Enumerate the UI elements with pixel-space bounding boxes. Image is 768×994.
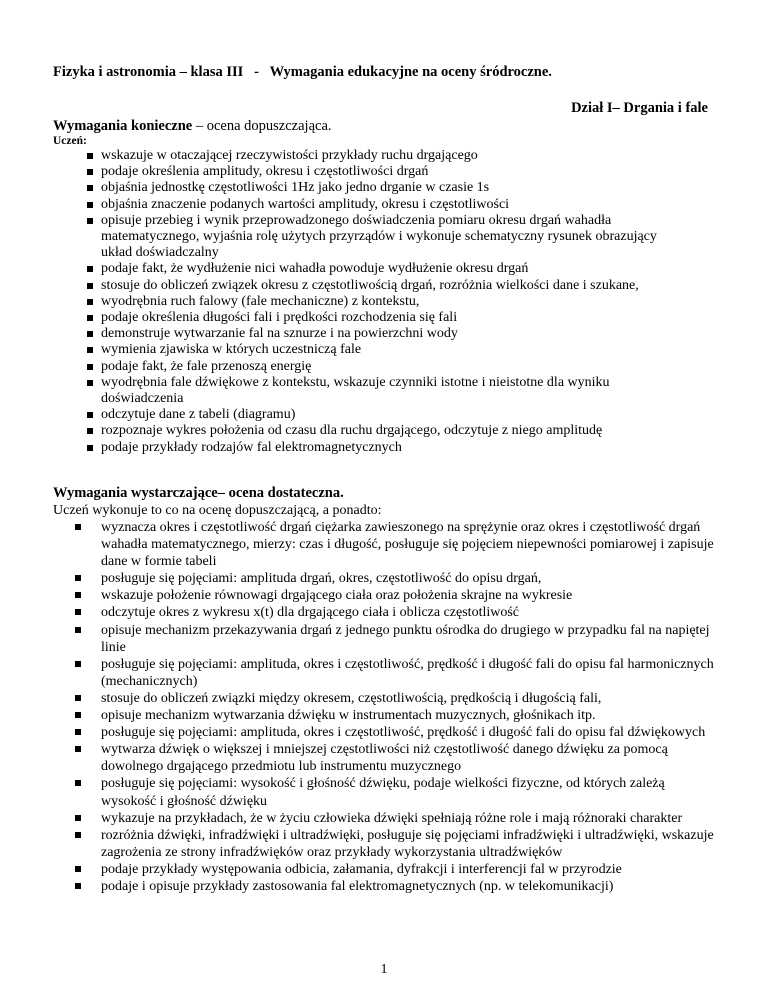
square-bullet-icon [87,169,93,175]
list-item-text: wykazuje na przykładach, że w życiu człowieka dźwięki spełniają różne role i mają różnoraki charakter [101,810,683,826]
list-item-text: podaje i opisuje przykłady zastosowania fal elektromagnetycznych (np. w telekomunikacji) [101,878,614,894]
list-item-text: podaje fakt, że wydłużenie nici wahadła powoduje wydłużenie okresu drgań [101,261,529,277]
square-bullet-icon [75,712,81,718]
square-bullet-icon [87,299,93,305]
list-item-text: wytwarza dźwięk o większej i mniejszej częstotliwości niż częstotliwość danego dźwięku za pomocą dowolnego drgającego przedmiotu lub instrumentu muzycznego [101,742,668,775]
list-item [101,278,661,294]
square-bullet-icon [75,780,81,786]
list-item [101,878,716,895]
square-bullet-icon [75,883,81,889]
section1-student-label: Uczeń: [53,135,87,147]
section1-requirements-list [101,148,661,456]
list-item-text: posługuje się pojęciami: amplituda, okres i częstotliwość, prędkość i długość fali do opisu fal dźwiękowych [101,725,706,741]
square-bullet-icon [87,218,93,224]
list-item-text: wyodrębnia fale dźwiękowe z kontekstu, wskazuje czynniki istotne i nieistotne dla wyniku doświadczenia [101,374,610,407]
square-bullet-icon [75,832,81,838]
square-bullet-icon [87,364,93,370]
section1-heading [53,117,332,136]
list-item [101,622,716,656]
list-item [101,164,661,180]
document-title: Fizyka i astronomia – klasa III - Wymagania edukacyjne na oceny śródroczne. [53,64,552,80]
list-item [101,310,661,326]
list-item-text: wyznacza okres i częstotliwość drgań ciężarka zawieszonego na sprężynie oraz okres i częstotliwość drgań wahadła matematycznego, mierzy: czas i długość, posługuje się pojęciem niepewności pomiarowej i zapisuje dane w formie tabeli [101,520,714,570]
square-bullet-icon [75,575,81,581]
list-item [101,148,661,164]
list-item [101,775,716,809]
list-item-text: wyodrębnia ruch falowy (fale mechaniczne) z kontekstu, [101,293,420,309]
section2-intro: Uczeń wykonuje to co na ocenę dopuszczającą, a ponadto: [53,503,382,518]
list-item [101,587,716,604]
list-item [101,827,716,861]
section2-requirements-list [101,519,716,895]
square-bullet-icon [87,283,93,289]
square-bullet-icon [75,627,81,633]
square-bullet-icon [75,524,81,530]
list-item-text: objaśnia jednostkę częstotliwości 1Hz jako jedno drganie w czasie 1s [101,180,490,196]
list-item-text: stosuje do obliczeń związki między okresem, częstotliwością, prędkością i długością fali, [101,690,602,706]
list-item-text: podaje fakt, że fale przenoszą energię [101,358,312,374]
square-bullet-icon [75,695,81,701]
square-bullet-icon [87,202,93,208]
square-bullet-icon [75,592,81,598]
list-item [101,213,661,262]
list-item-text: posługuje się pojęciami: wysokość i głośność dźwięku, podaje wielkości fizyczne, od których zależą wysokość i głośność dźwięku [101,776,665,809]
square-bullet-icon [87,315,93,321]
list-item [101,519,716,570]
square-bullet-icon [87,380,93,386]
square-bullet-icon [87,412,93,418]
section2-heading: Wymagania wystarczające– ocena dostateczna. [53,485,344,501]
list-item [101,741,716,775]
list-item-text: rozpoznaje wykres położenia od czasu dla ruchu drgającego, odczytuje z niego amplitudę [101,423,603,439]
list-item [101,570,716,587]
square-bullet-icon [75,729,81,735]
square-bullet-icon [75,609,81,615]
list-item [101,375,661,407]
list-item [101,690,716,707]
list-item-text: opisuje mechanizm wytwarzania dźwięku w instrumentach muzycznych, głośnikach itp. [101,708,596,724]
square-bullet-icon [75,866,81,872]
list-item [101,197,661,213]
list-item [101,656,716,690]
list-item-text: podaje przykłady występowania odbicia, załamania, dyfrakcji i interferencji fal w przyrodzie [101,861,622,877]
list-item [101,326,661,342]
list-item-text: podaje określenia amplitudy, okresu i częstotliwości drgań [101,164,429,180]
list-item-text: wskazuje w otaczającej rzeczywistości przykłady ruchu drgającego [101,148,478,163]
list-item [101,707,716,724]
list-item [101,604,716,621]
list-item [101,810,716,827]
section-title: Dział I– Drgania i fale [571,100,708,116]
square-bullet-icon [87,347,93,353]
square-bullet-icon [87,445,93,451]
square-bullet-icon [87,428,93,434]
section1-heading-rest: – ocena dopuszczająca. [192,118,332,134]
list-item-text: demonstruje wytwarzanie fal na sznurze i na powierzchni wody [101,326,458,342]
list-item [101,724,716,741]
square-bullet-icon [75,746,81,752]
list-item [101,861,716,878]
square-bullet-icon [75,815,81,821]
list-item-text: posługuje się pojęciami: amplituda drgań, okres, częstotliwość do opisu drgań, [101,571,542,587]
list-item-text: podaje określenia długości fali i prędkości rozchodzenia się fali [101,310,458,326]
list-item-text: odczytuje dane z tabeli (diagramu) [101,407,296,423]
list-item [101,440,661,456]
list-item [101,423,661,439]
section1-heading-bold: Wymagania konieczne [53,118,193,134]
square-bullet-icon [87,185,93,191]
list-item-text: posługuje się pojęciami: amplituda, okres i częstotliwość, prędkość i długość fali do opisu fal harmonicznych (mechanicznych) [101,656,714,689]
list-item-text: wskazuje położenie równowagi drgającego ciała oraz położenia skrajne na wykresie [101,588,573,604]
list-item [101,180,661,196]
list-item-text: opisuje przebieg i wynik przeprowadzonego doświadczenia pomiaru okresu drgań wahadła matematycznego, wyjaśnia rolę użytych przyrządów i wykonuje schematyczny rysunek obrazujący układ doświadczalny [101,212,657,261]
square-bullet-icon [87,153,93,159]
page-number: 1 [380,962,388,977]
list-item [101,407,661,423]
list-item-text: odczytuje okres z wykresu x(t) dla drgającego ciała i oblicza częstotliwość [101,605,520,621]
list-item [101,261,661,277]
list-item-text: wymienia zjawiska w których uczestniczą fale [101,342,362,358]
list-item-text: stosuje do obliczeń związek okresu z częstotliwością drgań, rozróżnia wielkości dane i szukane, [101,277,639,293]
square-bullet-icon [75,661,81,667]
list-item [101,359,661,375]
list-item-text: rozróżnia dźwięki, infradźwięki i ultradźwięki, posługuje się pojęciami infradźwięki i ultradźwięki, wskazuje zagrożenia ze strony infradźwięków oraz przykłady wykorzystania ultradźwięków [101,827,714,860]
square-bullet-icon [87,331,93,337]
square-bullet-icon [87,266,93,272]
list-item [101,342,661,358]
list-item-text: podaje przykłady rodzajów fal elektromagnetycznych [101,439,402,455]
list-item-text: objaśnia znaczenie podanych wartości amplitudy, okresu i częstotliwości [101,196,510,212]
list-item [101,294,661,310]
list-item-text: opisuje mechanizm przekazywania drgań z jednego punktu ośrodka do drugiego w przypadku fal na napiętej linie [101,622,710,655]
